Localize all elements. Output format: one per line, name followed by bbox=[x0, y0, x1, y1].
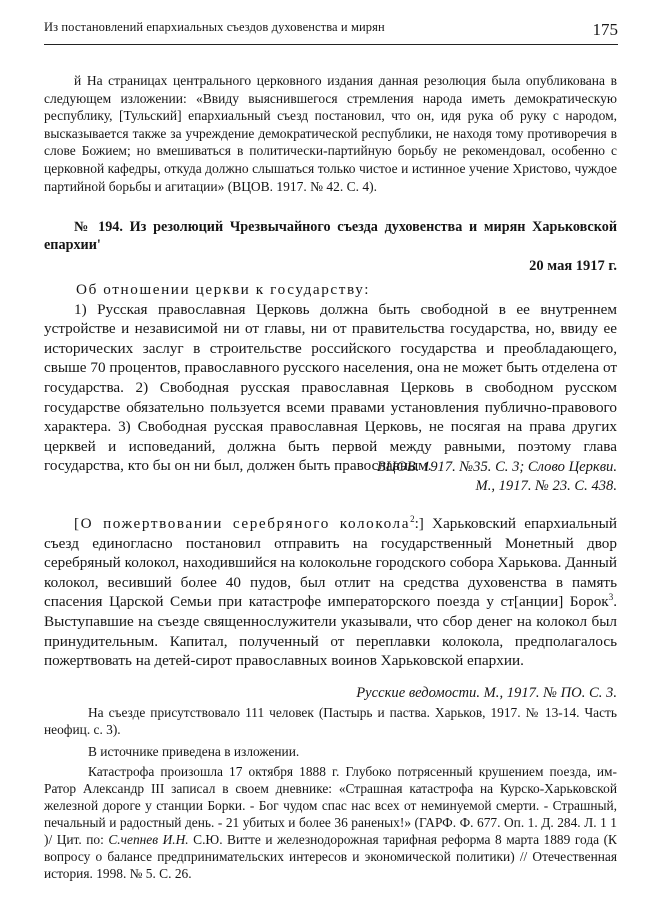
source-1-line-2: М., 1917. № 23. С. 438. bbox=[475, 477, 617, 494]
document-heading: № 194. Из резолюций Чрезвычайного съезда духовенства и мирян Харьковской епархии' bbox=[44, 219, 617, 253]
footnote-3-author: С.чепнев И.Н. bbox=[108, 832, 189, 847]
footnote-ref-2: 2 bbox=[410, 513, 415, 524]
footnote-1: На съезде присутствовало 111 человек (Пастырь и паства. Харьков, 1917. № 13-14. Часть неофиц. с. 3). bbox=[44, 705, 617, 737]
source-1-block bbox=[44, 458, 617, 495]
footnote-3-text-b: С.Ю. Витте и железнодорожная тарифная реформа 8 марта 1889 года (К вопросу о балансе предпринимательских интересов и экономической политики) // Отечественная история. 1998. № 5. С. 26. bbox=[44, 832, 617, 881]
footnote-3 bbox=[44, 763, 617, 882]
bell-block bbox=[44, 514, 617, 671]
footnote-3-text-a: Катастрофа произошла 17 октября 1888 г. Глубоко потрясенный крушением поезда, им-Ратор Александр III записал в своем дневнике: «Страшная катастрофа на Курско-Харьковской железной дороге у станции Борки. - Бог чудом спас нас всех от неминуемой смерти. - Страшный, печальный и радостный день. - 21 убитых и более 36 раненых!» (ГАРФ. Ф. 677. Оп. 1. Д. 284. Л. 1 1 )/ Цит. по: bbox=[44, 764, 617, 847]
page-number: 175 bbox=[592, 20, 618, 39]
bell-title-end: :] bbox=[414, 515, 424, 532]
document-heading-block bbox=[44, 218, 617, 254]
resolution-block bbox=[44, 280, 617, 476]
intro-note: й На страницах центрального церковного издания данная резолюция была опубликована в следующем изложении: «Ввиду выяснившегося стремления народа иметь демократическую республику, [Тульский] епархиальный съезд постановил, что он, идя рука об руку с народом, высказывается также за учреждение демократической республики, не находя тому противоречия в слове Божием; но вмешиваться в политически-партийную борьбу не рекомендовал, особенно с церковной кафедры, откуда должно слышаться только чистое и истинное учение Христово, чуждое партийной борьбы и агитации» (ВЦОВ. 1917. № 42. С. 4). bbox=[44, 73, 617, 194]
bell-text-b: . Выступавшие на съезде священнослужители указывали, что сбор денег на колокол был принудительным. Капитал, полученный от переплавки колокола, предполагалось пожертвовать на детей-сирот православных воинов Харьковской епархии. bbox=[44, 593, 617, 670]
intro-note-block bbox=[44, 72, 617, 195]
source-2-block bbox=[44, 684, 617, 703]
footnote-2: В источнике приведена в изложении. bbox=[88, 744, 300, 759]
running-title: Из постановлений епархиальных съездов духовенства и мирян bbox=[44, 20, 385, 34]
footnotes-block bbox=[44, 704, 617, 882]
bell-title: [О пожертвовании серебряного колокола bbox=[74, 515, 411, 532]
document-date-block bbox=[44, 258, 617, 275]
footnote-ref-3: 3 bbox=[608, 592, 614, 603]
source-1-line-1: ВЦОВ. 1917. №35. С. 3; Слово Церкви. bbox=[376, 459, 617, 475]
page-header bbox=[44, 18, 618, 45]
source-2: Русские ведомости. М., 1917. № ПО. С. 3. bbox=[356, 685, 617, 701]
bell-paragraph bbox=[44, 514, 617, 671]
bell-text-a: Харьковский епархиальный съезд единогласно постановил отправить на государственный Монетный двор серебряный колокол, находившийся на колокольне городского собора Харькова. Данный колокол, весивший более 40 пудов, был отлит на средства духовенства в память спасения Царской Семьи при катастрофе императорского поезда у ст[анции] Борок bbox=[44, 515, 617, 611]
document-date: 20 мая 1917 г. bbox=[529, 258, 617, 274]
resolution-paragraph: 1) Русская православная Церковь должна быть свободной в ее внутреннем устройстве и независимой ни от главы, ни от правительства государства, но, ввиду ее исторических заслуг в строительстве российского государства и преобладающего, свыше 70 процентов, православного русского населения, она не может быть отделена от государства. 2) Свободная русская православная Церковь в свободном русском государстве обязательно пользуется всеми правами установления публично-правового характера. 3) Свободная русская православная Церковь, не посягая на права других церквей и исповеданий, должна быть первой между равными, поэтому глава государства, кто бы он ни был, должен быть православным. bbox=[44, 300, 617, 475]
subheading: Об отношении церкви к государству: bbox=[76, 281, 371, 298]
